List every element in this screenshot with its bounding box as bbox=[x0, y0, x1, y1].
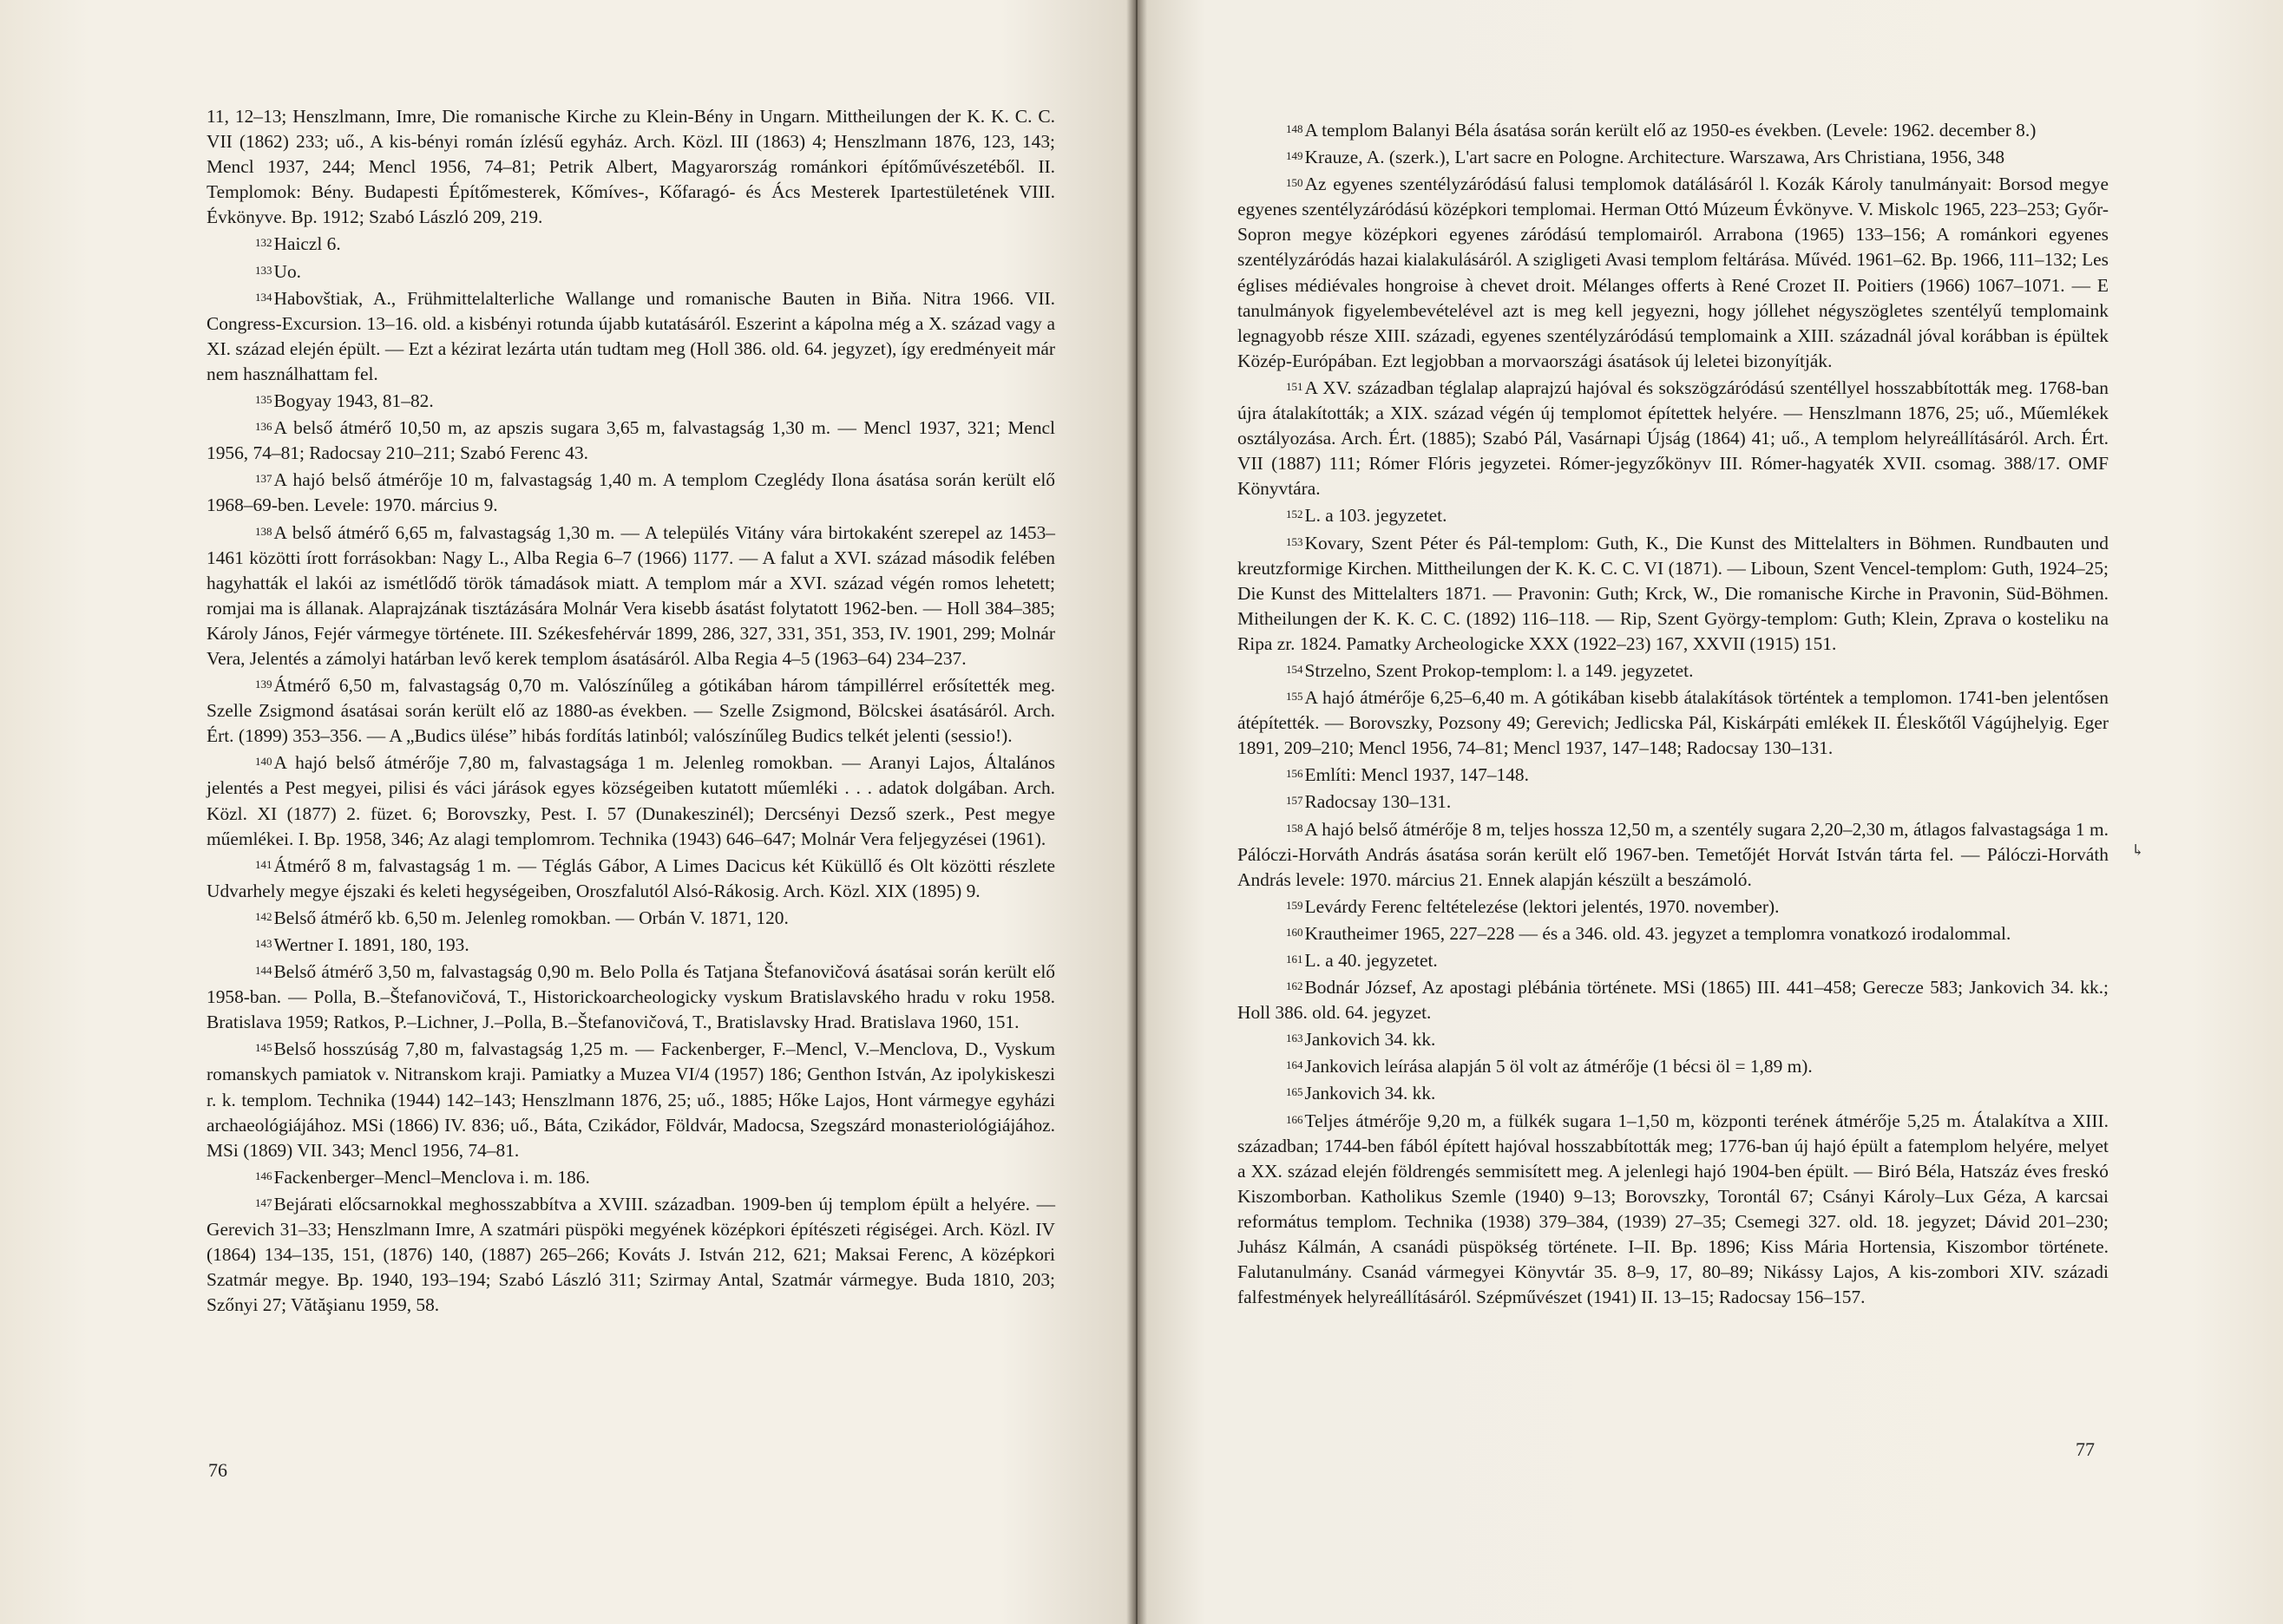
footnote: $^{135}$Bogyay 1943, 81–82. bbox=[255, 390, 434, 412]
footnote: $^{142}$Belső átmérő kb. 6,50 m. Jelenleg romokban. — Orbán V. 1871, 120. bbox=[255, 907, 789, 928]
footnote: $^{165}$Jankovich 34. kk. bbox=[1286, 1083, 1436, 1104]
footnote: $^{144}$Belső átmérő 3,50 m, falvastagság 0,90 m. Belo Polla és Tatjana Štefanovičová ásatásai során került elő 1958-ban. — Polla, B.–Štefanovičová, T., Historickoarcheologicky vyskum Bratislavského hradu v roku 1958. Bratislava 1959; Ratkos, P.–Lichner, J.–Polla, B.–Štefanovičová, T., Bratislavsky Hrad. Bratislava 1960, 151. bbox=[207, 961, 1055, 1033]
book-gutter bbox=[1126, 0, 1147, 1624]
footnote: $^{146}$Fackenberger–Mencl–Menclova i. m. 186. bbox=[255, 1166, 590, 1188]
footnote: $^{139}$Átmérő 6,50 m, falvastagság 0,70 m. Valószínűleg a gótikában három támpillérrel erősítették meg. Szelle Zsigmond ásatásai során került elő az 1880-as években. — Szelle Zsigmond, Bölcskei ásatásáról. Arch. Ért. (1899) 353–356. — A „Budics ülése” hibás fordítás latinból; valószínűleg Budics telkét jelenti (sessio!). bbox=[207, 675, 1055, 747]
footnote: $^{143}$Wertner I. 1891, 180, 193. bbox=[255, 934, 469, 955]
footnote: $^{147}$Bejárati előcsarnokkal meghosszabbítva a XVIII. században. 1909-ben új templom épült a helyére. — Gerevich 31–33; Henszlmann Imre, A szatmári püspöki megyének középkori építészeti régiségei. Arch. Közl. IV (1864) 134–135, 151, (1876) 140, (1887) 265–266; Kováts J. István 212, 621; Maksai Ferenc, A középkori Szatmár megye. Bp. 1940, 193–194; Szabó László 311; Szirmay Antal, Szatmár vármegye. Buda 1810, 203; Szőnyi 27; Vătăşianu 1959, 58. bbox=[207, 1193, 1055, 1316]
footnote: $^{154}$Strzelno, Szent Prokop-templom: l. a 149. jegyzetet. bbox=[1286, 659, 1694, 681]
footnote: $^{145}$Belső hosszúság 7,80 m, falvastagság 1,25 m. — Fackenberger, F.–Mencl, V.–Menclova, D., Vyskum romanskych pamiatok v. Nitranskom kraji. Pamiatky a Muzea VI/4 (1957) 186; Genthon István, Az ipolykiskeszi r. k. templom. Technika (1944) 142–143; Henszlmann 1876, 25; uő., 1885; Hőke Lajos, Hont vármegye egyházi archaeológiájához. MSi (1866) IV. 836; uő., Báta, Czikádor, Földvár, Madocsa, Szegszárd monasteriológiájához. MSi (1869) VII. 343; Mencl 1956, 74–81. bbox=[207, 1038, 1055, 1161]
footnote: $^{156}$Említi: Mencl 1937, 147–148. bbox=[1286, 764, 1529, 786]
footnote: $^{138}$A belső átmérő 6,65 m, falvastagság 1,30 m. — A település Vitány vára birtokaként szerepel az 1453–1461 közötti írott forrásokban: Nagy L., Alba Regia 6–7 (1966) 1177. — A falut a XVI. század második felében hagyhatták el lakói az ismétlődő török támadások miatt. A templom már a XVI. század végén romos lehetett; romjai ma is állanak. Alaprajzának tisztázására Molnár Vera kisebb ásatást folytatott 1962-ben. — Holl 384–385; Károly János, Fejér vármegye története. III. Székesfehérvár 1899, 286, 327, 331, 351, 353, IV. 1901, 299; Molnár Vera, Jelentés a zámolyi határban levő kerek templom ásatásáról. Alba Regia 4–5 (1963–64) 234–237. bbox=[207, 521, 1055, 669]
footnote: $^{157}$Radocsay 130–131. bbox=[1286, 791, 1452, 813]
footnote: $^{161}$L. a 40. jegyzetet. bbox=[1286, 950, 1438, 971]
footnote: $^{164}$Jankovich leírása alapján 5 öl volt az átmérője (1 bécsi öl = 1,89 m). bbox=[1286, 1056, 1813, 1077]
footnote: $^{163}$Jankovich 34. kk. bbox=[1286, 1029, 1436, 1051]
page-number: 76 bbox=[208, 1459, 227, 1481]
footnote: $^{137}$A hajó belső átmérője 10 m, falvastagság 1,40 m. A templom Czeglédy Ilona ásatása során került elő 1968–69-ben. Levele: 1970. március 9. bbox=[207, 469, 1055, 516]
footnote: $^{160}$Krautheimer 1965, 227–228 — és a 346. old. 43. jegyzet a templomra vonatkozó irodalommal. bbox=[1286, 922, 2011, 944]
footnote: $^{155}$A hajó átmérője 6,25–6,40 m. A gótikában kisebb átalakítások történtek a templomon. 1741-ben jelentősen átépítették. — Borovszky, Pozsony 49; Gerevich; Jedlicska Pál, Kiskárpáti emlékek II. Éleskőtől Vágújhelyig. Eger 1891, 209–210; Mencl 1956, 74–81; Mencl 1937, 147–148; Radocsay 130–131. bbox=[1237, 687, 2109, 759]
page-number: 77 bbox=[2076, 1438, 2095, 1460]
note-continuation: 11, 12–13; Henszlmann, Imre, Die romanische Kirche zu Klein-Bény in Ungarn. Mittheilungen der K. K. C. C. VII (1862) 233; uő., A kis-bényi román ízlésű egyház. Arch. Közl. III (1863) 4; Henszlmann 1876, 123, 143; Mencl 1937, 244; Mencl 1956, 74–81; Petrik Albert, Magyarország románkori építőművészetéből. II. Templomok: Bény. Budapesti Építőmesterek, Kőmíves-, Kőfaragó- és Ács Mesterek Ipartestületének VIII. Évkönyve. Bp. 1912; Szabó László 209, 219. bbox=[207, 106, 1055, 228]
left-page-notes bbox=[207, 104, 1055, 1318]
footnote: $^{149}$Krauze, A. (szerk.), L'art sacre en Pologne. Architecture. Warszawa, Ars Christiana, 1956, 348 bbox=[1286, 147, 2005, 168]
footnote: $^{141}$Átmérő 8 m, falvastagság 1 m. — Téglás Gábor, A Limes Dacicus két Küküllő és Olt közötti részlete Udvarhely megye éjszaki és keleti hegységeiben, Oroszfalutól Alsó-Rákosig. Arch. Közl. XIX (1895) 9. bbox=[207, 855, 1055, 901]
right-page-notes bbox=[1237, 116, 2109, 1310]
footnote: $^{134}$Habovštiak, A., Frühmittelalterliche Wallange und romanische Bauten in Biňa. Nitra 1966. VII. Congress-Excursion. 13–16. old. a kisbényi rotunda újabb kutatásáról. Eszerint a kápolna még a X. század vagy a XI. század elején épült. — Ezt a kézirat lezárta után tudtam meg (Holl 386. old. 64. jegyzet), így eredményeit már nem használhattam fel. bbox=[207, 287, 1055, 384]
right-page bbox=[1137, 0, 2283, 1624]
footnote: $^{148}$A templom Balanyi Béla ásatása során került elő az 1950-es években. (Levele: 1962. december 8.) bbox=[1286, 120, 2037, 141]
footnote: $^{140}$A hajó belső átmérője 7,80 m, falvastagsága 1 m. Jelenleg romokban. — Aranyi Lajos, Általános jelentés a Pest megyei, pilisi és váci járások egyes községeiben kutatott műemléki . . . adatok dolgában. Arch. Közl. XI (1877) 2. füzet. 6; Borovszky, Pest. I. 57 (Dunakeszinél); Dercsényi Dezső szerk., Pest megye műemlékei. I. Bp. 1958, 346; Az alagi templomrom. Technika (1943) 646–647; Molnár Vera feljegyzései (1961). bbox=[207, 752, 1055, 849]
footnote: $^{162}$Bodnár József, Az apostagi plébánia története. MSi (1865) III. 441–458; Gerecze 583; Jankovich 34. kk.; Holl 386. old. 64. jegyzet. bbox=[1237, 977, 2109, 1024]
footnote: $^{132}$Haiczl 6. bbox=[255, 233, 341, 255]
left-page bbox=[0, 0, 1137, 1624]
footnote: $^{152}$L. a 103. jegyzetet. bbox=[1286, 505, 1447, 527]
footnote: $^{153}$Kovary, Szent Péter és Pál-templom: Guth, K., Die Kunst des Mittelalters in Böhmen. Rundbauten und kreutzformige Kirchen. Mittheilungen der K. K. C. C. VI (1871). — Liboun, Szent Vencel-templom: Guth, 1924–25; Die Kunst des Mittelalters 1871. — Pravonin: Guth; Krck, W., Die romanische Kirche in Pravonin, Süd-Böhmen. Mitheilungen der K. K. C. C. (1892) 116–118. — Rip, Szent György-templom: Guth; Klein, Zprava o kosteliku na Ripa zr. 1824. Pamatky Archeologicke XXX (1922–23) 167, XXVII (1915) 151. bbox=[1237, 532, 2109, 654]
margin-mark-icon: ↳ bbox=[2131, 841, 2145, 859]
footnote: $^{133}$Uo. bbox=[255, 260, 301, 282]
footnote: $^{166}$Teljes átmérője 9,20 m, a fülkék sugara 1–1,50 m, központi terének átmérője 5,25 m. Átalakítva a XIII. században; 1744-ben fából épített hajóval hosszabbították meg; 1776-ban új hajó épült a fatemplom helyére, melyet a XX. század elején földrengés semmisített meg. A jelenlegi hajó 1904-ben épült. — Biró Béla, Hatszáz éves freskó Kiszomborban. Katholikus Szemle (1940) 9–13; Borovszky, Torontál 67; Csányi Károly–Lux Géza, A karcsai református templom. Technika (1938) 379–384, (1939) 27–35; Csemegi 327. old. 18. jegyzet; Dávid 201–230; Juhász Kálmán, A csanádi püspökség története. I–II. Bp. 1896; Kiss Mária Hortensia, Kiszombor története. Falutanulmány. Csanád vármegyei Könyvtár 35. 8–9, 17, 80–89; Nikássy Lajos, A kis-zombori XIV. századi falfestmények helyreállításáról. Szépművészet (1941) II. 13–15; Radocsay 156–157. bbox=[1237, 1110, 2109, 1308]
footnote: $^{136}$A belső átmérő 10,50 m, az apszis sugara 3,65 m, falvastagság 1,30 m. — Mencl 1937, 321; Mencl 1956, 74–81; Radocsay 210–211; Szabó Ferenc 43. bbox=[207, 417, 1055, 464]
footnote: $^{158}$A hajó belső átmérője 8 m, teljes hossza 12,50 m, a szentély sugara 2,20–2,30 m, átlagos falvastagsága 1 m. Pálóczi-Horváth András ásatása során került elő 1967-ben. Temetőjét Horvát István tárta fel. — Pálóczi-Horváth András levele: 1970. március 21. Ennek alapján készült a beszámoló. bbox=[1237, 818, 2109, 890]
footnote: $^{151}$A XV. században téglalap alaprajzú hajóval és sokszögzáródású szentéllyel hosszabbították meg. 1768-ban újra átalakították; a XIX. század végén új templomot építettek helyére. — Henszlmann 1876, 25; uő., Műemlékek osztályozása. Arch. Ért. (1885); Szabó Pál, Vasárnapi Újság (1864) 41; uő., A templom helyreállításáról. Arch. Ért. VII (1887) 111; Rómer Flóris jegyzetei. Rómer-jegyzőkönyv III. Rómer-hagyaték XVII. csomag. 388/17. OMF Könyvtára. bbox=[1237, 377, 2109, 500]
footnote: $^{150}$Az egyenes szentélyzáródású falusi templomok datálásáról l. Kozák Károly tanulmányait: Borsod megye egyenes szentélyzáródású középkori templomai. Herman Ottó Múzeum Évkönyve. V. Miskolc 1965, 223–253; Győr-Sopron megye középkori egyenes záródású templomairól. Arrabona (1965) 133–156; A románkori egyenes szentélyzáródás hazai kialakulásáról. A szigligeti Avasi templom feltárása. Művéd. 1961–62. Bp. 1966, 111–132; Les églises médiévales hongroise à chevet droit. Mélanges offerts à René Crozet II. Poitiers (1966) 1067–1071. — E tanulmányok figyelembevételével azt is meg kell jegyezni, hogy jóllehet négyszögletes szentélyű templomaink legnagyobb része XIII. századi, egyenes szentélyzáródású templomaink a XIII. századnál jóval korábban is épültek Közép-Európában. Ezt legjobban a morvaországi ásatások új leletei bizonyítják. bbox=[1237, 174, 2109, 371]
footnote: $^{159}$Levárdy Ferenc feltételezése (lektori jelentés, 1970. november). bbox=[1286, 895, 1780, 917]
